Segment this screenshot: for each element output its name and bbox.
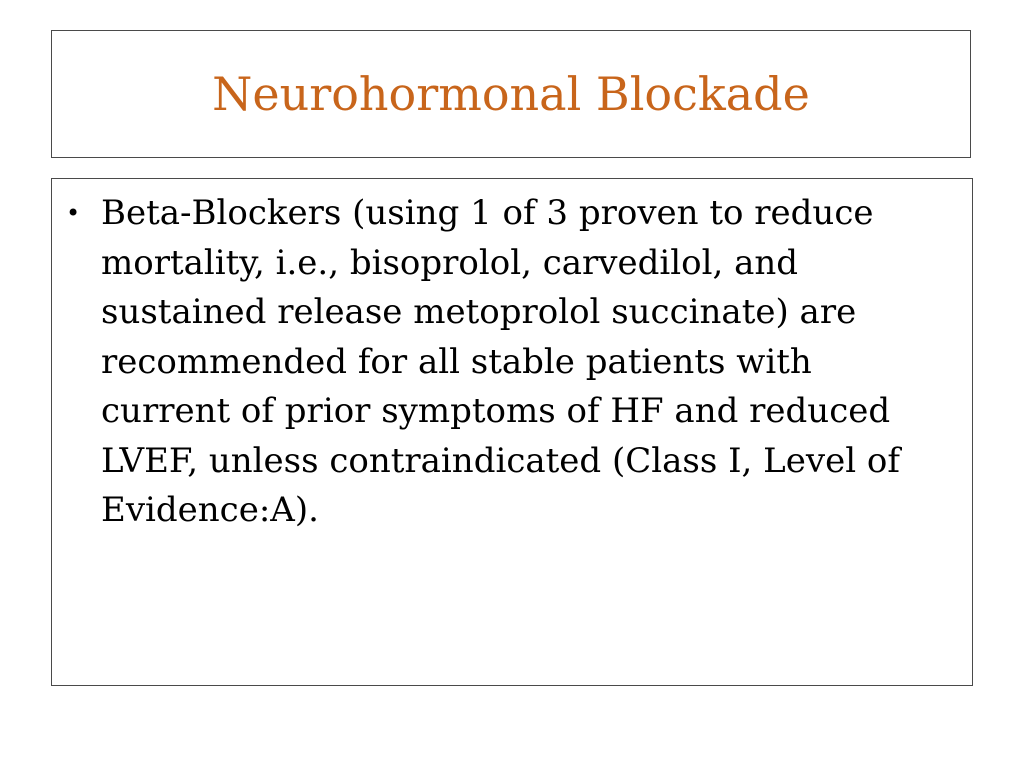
bullet-text: Beta-Blockers (using 1 of 3 proven to reduce mortality, i.e., bisoprolol, carvedilol, and sustained release metoprolol succinate) are recommended for all stable patients with current of prior symptoms of HF and reduced LVEF, unless contraindicated (Class I, Level of Evidence:A). xyxy=(101,193,900,530)
bullet-list xyxy=(52,179,972,536)
title-placeholder xyxy=(51,30,971,158)
slide-title: Neurohormonal Blockade xyxy=(212,67,810,121)
bullet-marker: • xyxy=(66,199,81,227)
content-placeholder xyxy=(51,178,973,686)
bullet-item xyxy=(66,189,948,536)
